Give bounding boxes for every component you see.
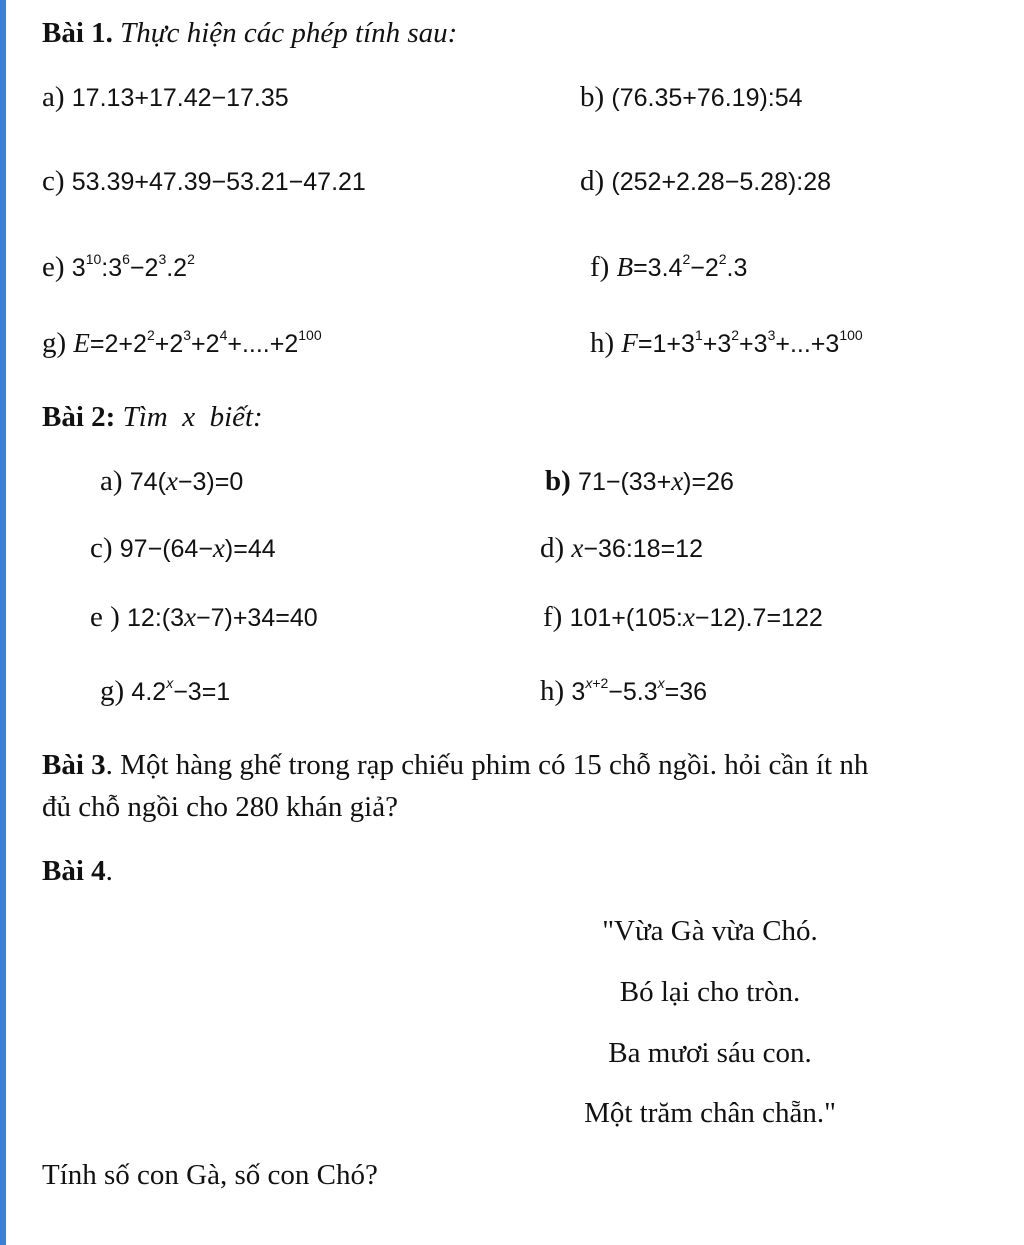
- bai3-text-1: . Một hàng ghế trong rạp chiếu phim có 15 chỗ ngồi. hỏi cần ít nh: [105, 749, 869, 781]
- bai1-item-a: a) 17.13+17.42−17.35: [42, 81, 289, 113]
- bai2-title: [42, 400, 263, 434]
- bai1-item-d: d) (252+2.28−5.28):28: [580, 165, 832, 197]
- poem-line-1: "Vừa Gà vừa Chó.: [602, 915, 818, 947]
- bai2-item-b: b) 71−(33+x)=26: [545, 465, 734, 497]
- bai1-item-g: g) $E=2+2^2+2^3+2^4+....+2^{100}$: [42, 327, 322, 359]
- expression: (252+2.28−5.28):28: [611, 168, 832, 196]
- poem-line-2: Bó lại cho tròn.: [619, 976, 801, 1008]
- bai2-instruction: Tìm x biết:: [122, 401, 263, 433]
- bai1-item-h: h) $F=1+3^1+3^2+3^3+...+3^{100}$: [590, 327, 863, 359]
- expression: 74(x−3)=0: [129, 466, 244, 496]
- bai1-instruction: Thực hiện các phép tính sau:: [120, 17, 458, 49]
- bai2-item-a: a) 74(x−3)=0: [100, 465, 244, 497]
- expression: 12:(3x−7)+34=40: [127, 602, 318, 632]
- expression: 53.39+47.39−53.21−47.21: [71, 168, 366, 196]
- bai2-item-f: f) 101+(105:x−12).7=122: [543, 601, 823, 633]
- bai1-item-c: c) 53.39+47.39−53.21−47.21: [42, 165, 366, 197]
- bai2-item-g: g) $4.2^x-3=1$: [100, 675, 231, 707]
- bai4-question: Tính số con Gà, số con Chó?: [42, 1159, 378, 1191]
- expression: $B=3.4^2-2^2.3$: [616, 251, 748, 282]
- expression: 97−(64−x)=44: [119, 533, 276, 563]
- bai1-item-e: e) $3^{10}:3^6-2^3.2^2$: [42, 251, 195, 283]
- expression: x−36:18=12: [571, 533, 703, 563]
- bai1-number: Bài 1.: [42, 17, 113, 49]
- bai1-item-f: f) $B=3.4^2-2^2.3$: [590, 251, 748, 283]
- bai4-number: Bài 4: [42, 855, 106, 887]
- expression: $3^{10}:3^6-2^3.2^2$: [71, 251, 195, 282]
- expression: 101+(105:x−12).7=122: [569, 602, 823, 632]
- expression: 17.13+17.42−17.35: [71, 84, 289, 112]
- bai1-title: [42, 16, 457, 50]
- bai2-number: Bài 2:: [42, 401, 116, 433]
- bai2-item-d: d) x−36:18=12: [540, 532, 703, 564]
- bai2-item-h: h) $3^{x+2}-5.3^x=36$: [540, 675, 708, 707]
- bai2-item-c: c) 97−(64−x)=44: [90, 532, 276, 564]
- bai3-line-1: [42, 748, 868, 782]
- expression: $F=1+3^1+3^2+3^3+...+3^{100}$: [621, 327, 863, 358]
- expression: (76.35+76.19):54: [611, 84, 803, 112]
- bai3-line-2: [42, 790, 398, 824]
- poem-line-3: Ba mươi sáu con.: [608, 1037, 812, 1069]
- expression: $3^{x+2}-5.3^x=36$: [571, 675, 708, 706]
- poem-line-4: Một trăm chân chẵn.": [584, 1097, 836, 1129]
- left-border: [0, 0, 6, 1245]
- bai3-number: Bài 3: [42, 749, 106, 781]
- expression: $E=2+2^2+2^3+2^4+....+2^{100}$: [73, 327, 322, 358]
- bai3-text-2: đủ chỗ ngồi cho 280 khán giả?: [42, 791, 398, 823]
- expression: 71−(33+x)=26: [578, 466, 734, 496]
- expression: $4.2^x-3=1$: [131, 675, 231, 706]
- bai2-item-e: e ) 12:(3x−7)+34=40: [90, 601, 318, 633]
- bai1-item-b: b) (76.35+76.19):54: [580, 81, 803, 113]
- bai4-title: Bài 4.: [42, 855, 113, 887]
